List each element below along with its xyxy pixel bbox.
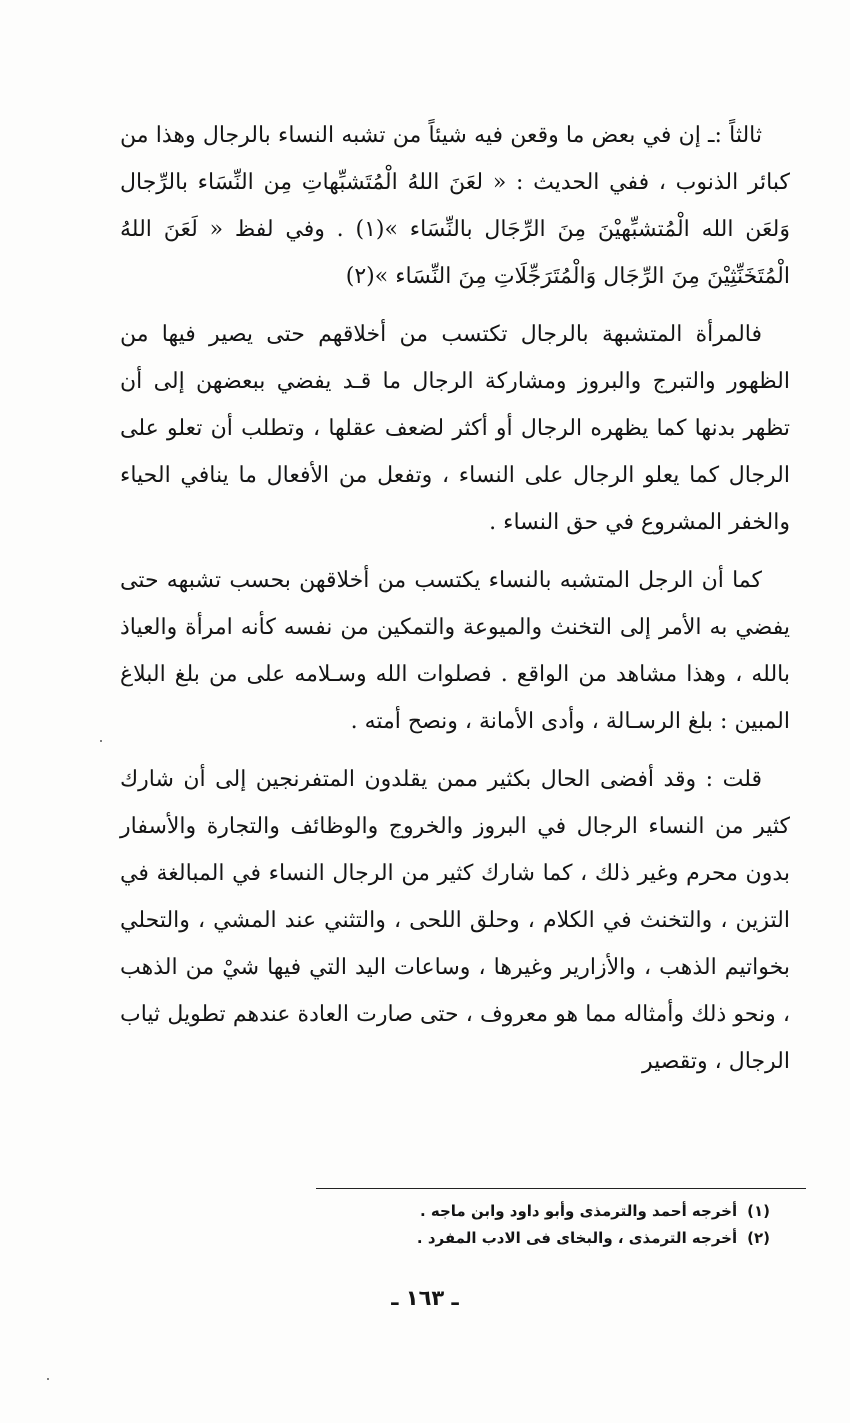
page-number: ـ ١٦٣ ـ bbox=[391, 1286, 459, 1310]
footnote-text: أخرجه الترمذى ، والبخاى فى الادب المفرد . bbox=[416, 1229, 738, 1247]
paragraph-4: قلت : وقد أفضى الحال بكثير ممن يقلدون المتفرنجين إلى أن شارك كثير من النساء الرجال في البروز والخروج والوظائف والتجارة والأسفار بدون محرم وغير ذلك ، كما شارك كثير من الرجال النساء في المبالغة في التزين ، والتخنث في الكلام ، وحلق اللحى ، والتثني عند المشي ، والتحلي بخواتيم الذهب ، والأزارير وغيرها ، وساعات اليد التي فيها شيْ من الذهب ، ونحو ذلك وأمثاله مما هو معروف ، حتى صارت العادة عندهم تطويل ثياب الرجال ، وتقصير bbox=[120, 767, 790, 1074]
footnote-2 bbox=[300, 1225, 770, 1252]
scan-speck bbox=[47, 1378, 49, 1380]
paragraph-2: فالمرأة المتشبهة بالرجال تكتسب من أخلاقهم حتى يصير فيها من الظهور والتبرج والبروز ومشاركة الرجال ما قـد يفضي ببعضهن إلى أن تظهر بدنها كما يظهره الرجال أو أكثر لضعف عقلها ، وتطلب أن تعلو على الرجال كما يعلو الرجال على النساء ، وتفعل من الأفعال ما ينافي الحياء والخفر المشروع في حق النساء . bbox=[120, 322, 790, 535]
paragraph-3: كما أن الرجل المتشبه بالنساء يكتسب من أخلاقهن بحسب تشبهه حتى يفضي به الأمر إلى التخنث والميوعة والتمكين من نفسه كأنه امرأة والعياذ بالله ، وهذا مشاهد من الواقع . فصلوات الله وسـلامه على من بلغ البلاغ المبين : بلغ الرسـالة ، وأدى الأمانة ، ونصح أمته . bbox=[120, 568, 790, 734]
footnote-text: أخرجه أحمد والترمذى وأبو داود وابن ماجه . bbox=[419, 1202, 738, 1220]
paragraph-1: ثالثاً :ـ إن في بعض ما وقعن فيه شيئاً من تشبه النساء بالرجال وهذا من كبائر الذنوب ، ففي الحديث : « لعَنَ اللهُ الْمُتَشبِّهاتِ مِن النِّسَاء بالرِّجال وَلعَن الله الْمُتشبِّهيْنَ مِنَ الرِّجَال بالنِّسَاء »(١) . وفي لفظ « لَعَنَ اللهُ الْمُتَخَنِّثِيْنَ مِنَ الرِّجَال وَالْمُتَرَجِّلَاتِ مِنَ النِّسَاء »(٢) bbox=[120, 123, 790, 289]
main-text-block bbox=[120, 112, 790, 1085]
footnotes-block bbox=[300, 1198, 770, 1252]
footnote-number: (١) bbox=[747, 1202, 770, 1220]
scan-speck bbox=[100, 740, 102, 742]
footnote-number: (٢) bbox=[747, 1229, 770, 1247]
footnote-divider bbox=[316, 1188, 806, 1189]
footnote-1 bbox=[300, 1198, 770, 1225]
